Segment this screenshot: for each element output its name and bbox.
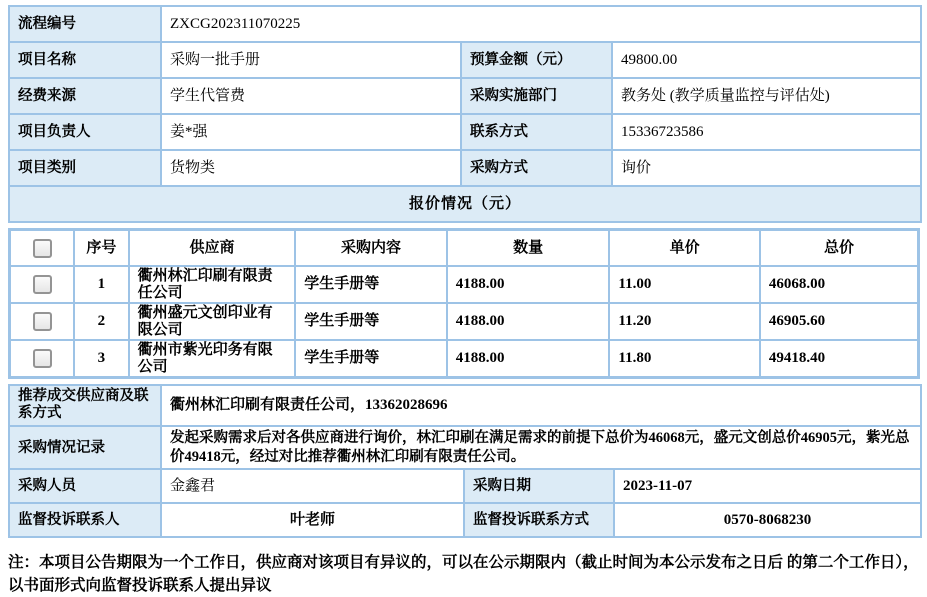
- col-header-unit-price: 单价: [609, 230, 759, 267]
- quote-total: 46068.00: [760, 266, 919, 303]
- buyer-value: 金鑫君: [161, 469, 464, 503]
- purchase-record-value: 发起采购需求后对各供应商进行询价，林汇印刷在满足需求的前提下总价为46068元，盛元文创总价46905元，紫光总价49418元，经过对比推荐衢州林汇印刷有限责任公司。: [161, 426, 921, 470]
- purchase-method-label: 采购方式: [461, 150, 612, 186]
- purchase-date-value: 2023-11-07: [614, 469, 921, 503]
- col-header-qty: 数量: [447, 230, 610, 267]
- col-header-supplier: 供应商: [129, 230, 296, 267]
- quote-section-title: 报价情况（元）: [9, 186, 921, 222]
- quote-content: 学生手册等: [295, 266, 447, 303]
- quote-no: 1: [74, 266, 129, 303]
- table-row: [9, 469, 921, 503]
- recommended-supplier-value: 衢州林汇印刷有限责任公司，13362028696: [161, 385, 921, 426]
- quote-qty: 4188.00: [447, 303, 610, 340]
- announcement-note: 注：本项目公告期限为一个工作日，供应商对该项目有异议的，可以在公示期限内（截止时间为本公示发布之日后 的第二个工作日），以书面形式向监督投诉联系人提出异议: [8, 554, 919, 594]
- funding-source-label: 经费来源: [9, 78, 161, 114]
- quote-total: 49418.40: [760, 340, 919, 378]
- project-leader-label: 项目负责人: [9, 114, 161, 150]
- complaint-phone-value: 0570-8068230: [614, 503, 921, 537]
- quote-qty: 4188.00: [447, 266, 610, 303]
- process-id-value: ZXCG202311070225: [161, 6, 921, 42]
- row-checkbox[interactable]: [33, 312, 52, 331]
- quote-unit-price: 11.20: [609, 303, 759, 340]
- table-row: [9, 150, 921, 186]
- project-category-label: 项目类别: [9, 150, 161, 186]
- quote-supplier: 衢州林汇印刷有限责任公司: [129, 266, 296, 303]
- quote-row: [10, 303, 919, 340]
- quote-row: [10, 266, 919, 303]
- project-category-value: 货物类: [161, 150, 461, 186]
- quote-table: [8, 228, 920, 379]
- summary-table: [8, 384, 922, 538]
- recommended-supplier-label: 推荐成交供应商及联系方式: [9, 385, 161, 426]
- quote-unit-price: 11.00: [609, 266, 759, 303]
- table-row: [9, 186, 921, 222]
- row-checkbox[interactable]: [33, 349, 52, 368]
- row-checkbox[interactable]: [33, 275, 52, 294]
- purchase-date-label: 采购日期: [464, 469, 614, 503]
- table-row: [9, 6, 921, 42]
- contact-label: 联系方式: [461, 114, 612, 150]
- department-value: 教务处 (教学质量监控与评估处): [612, 78, 921, 114]
- quote-qty: 4188.00: [447, 340, 610, 378]
- col-header-no: 序号: [74, 230, 129, 267]
- table-row: [9, 114, 921, 150]
- quote-supplier: 衢州盛元文创印业有限公司: [129, 303, 296, 340]
- table-row: [9, 426, 921, 470]
- contact-value: 15336723586: [612, 114, 921, 150]
- quote-unit-price: 11.80: [609, 340, 759, 378]
- col-header-content: 采购内容: [295, 230, 447, 267]
- purchase-method-value: 询价: [612, 150, 921, 186]
- funding-source-value: 学生代管费: [161, 78, 461, 114]
- complaint-phone-label: 监督投诉联系方式: [464, 503, 614, 537]
- quote-content: 学生手册等: [295, 303, 447, 340]
- purchase-record-label: 采购情况记录: [9, 426, 161, 470]
- table-row: [9, 503, 921, 537]
- quote-content: 学生手册等: [295, 340, 447, 378]
- process-id-label: 流程编号: [9, 6, 161, 42]
- quote-total: 46905.60: [760, 303, 919, 340]
- quote-no: 3: [74, 340, 129, 378]
- project-leader-value: 姜*强: [161, 114, 461, 150]
- buyer-label: 采购人员: [9, 469, 161, 503]
- project-name-label: 项目名称: [9, 42, 161, 78]
- quote-row: [10, 340, 919, 378]
- select-all-checkbox[interactable]: [33, 239, 52, 258]
- budget-label: 预算金额（元）: [461, 42, 612, 78]
- quote-no: 2: [74, 303, 129, 340]
- budget-value: 49800.00: [612, 42, 921, 78]
- complaint-contact-label: 监督投诉联系人: [9, 503, 161, 537]
- col-header-total: 总价: [760, 230, 919, 267]
- department-label: 采购实施部门: [461, 78, 612, 114]
- project-name-value: 采购一批手册: [161, 42, 461, 78]
- table-row: [9, 385, 921, 426]
- table-row: [9, 78, 921, 114]
- quote-supplier: 衢州市紫光印务有限公司: [129, 340, 296, 378]
- complaint-contact-value: 叶老师: [161, 503, 464, 537]
- project-info-table: [8, 5, 922, 223]
- table-row: [9, 42, 921, 78]
- quote-header-row: [10, 230, 919, 267]
